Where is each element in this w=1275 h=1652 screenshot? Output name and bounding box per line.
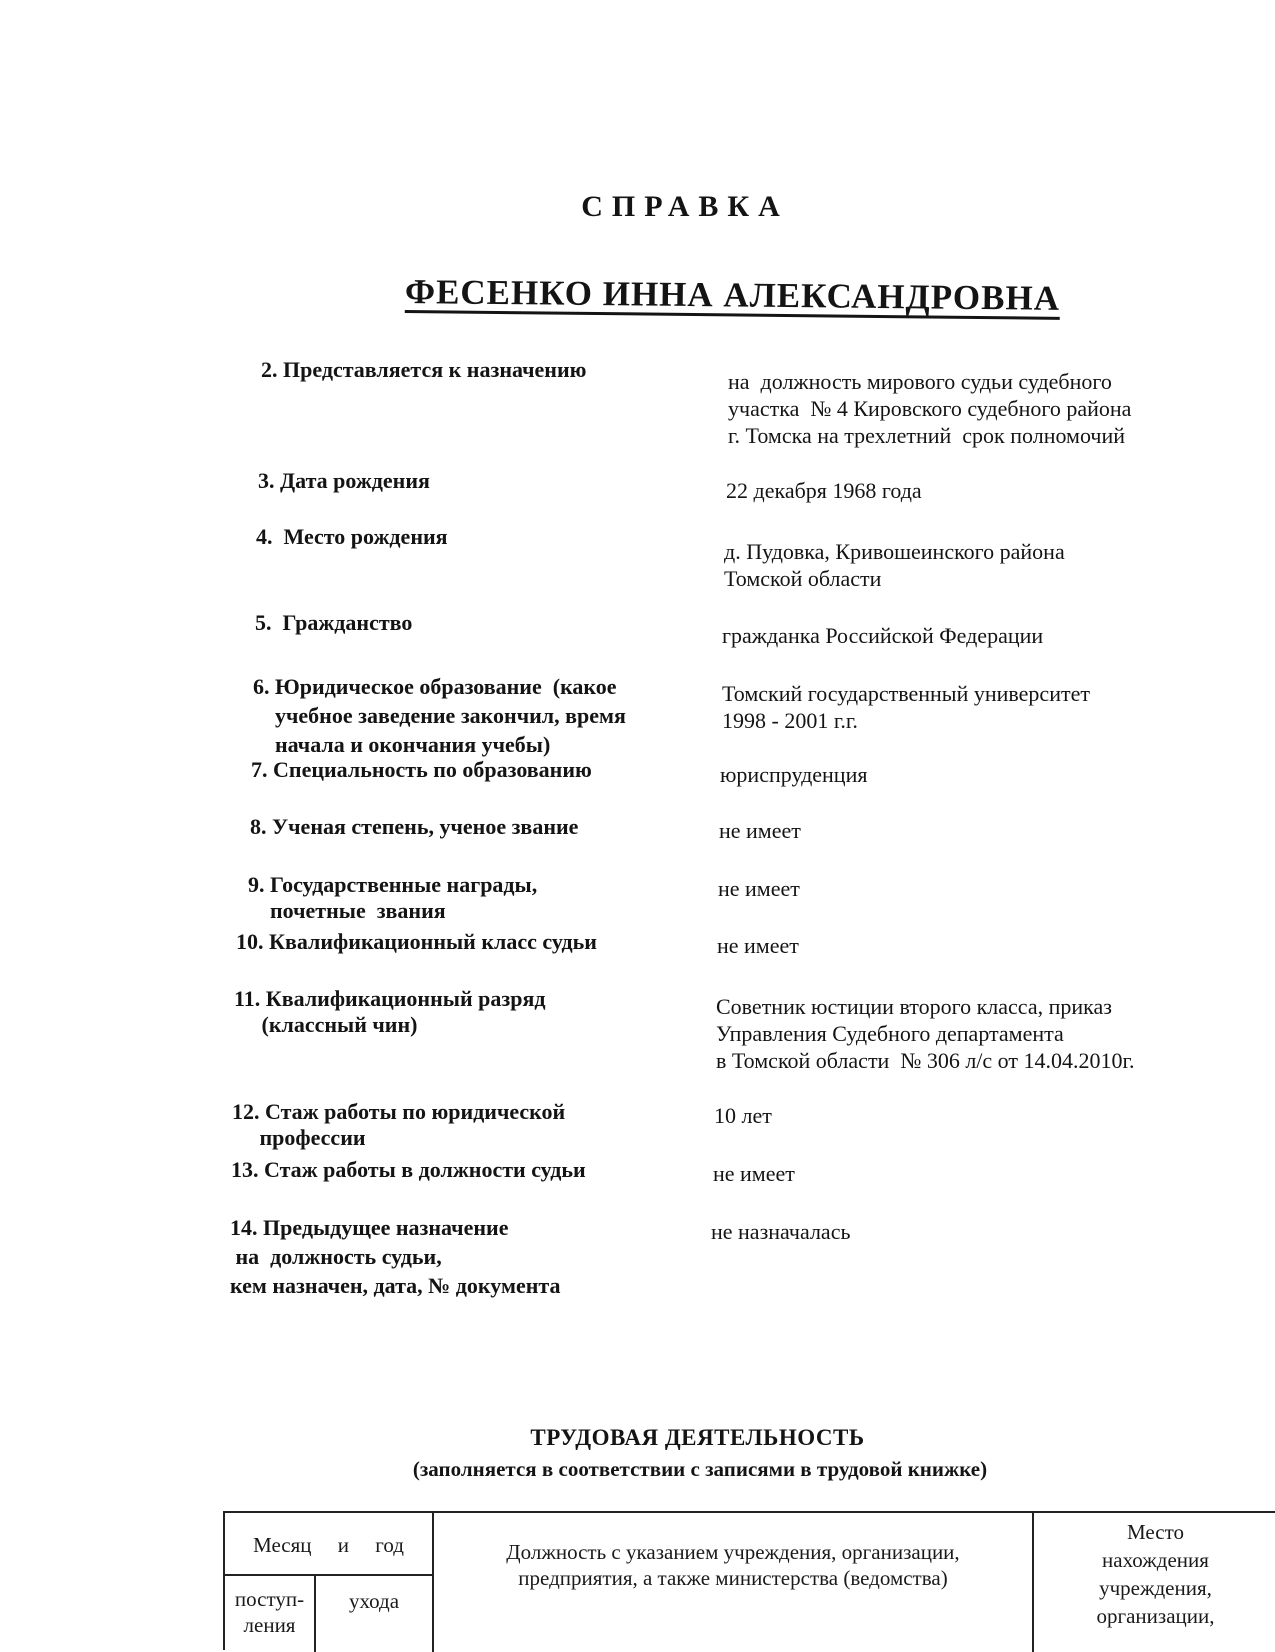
document-title: СПРАВКА xyxy=(581,190,789,223)
work-history-subtitle: (заполняется в соответствии с записями в трудовой книжке) xyxy=(412,1457,988,1481)
field-value-appointment: на должность мирового судьи судебного участка № 4 Кировского судебного района г. Томска на трехлетний срок полномочий xyxy=(728,369,1132,448)
field-value-birth-date: 22 декабря 1968 года xyxy=(726,478,922,503)
field-label-legal-experience: 12. Стаж работы по юридической профессии xyxy=(232,1099,566,1150)
field-label-degree: 8. Ученая степень, ученое звание xyxy=(250,814,579,839)
field-value-awards: не имеет xyxy=(718,876,800,901)
field-label-awards: 9. Государственные награды, почетные звания xyxy=(248,872,538,923)
table-header-location: Место нахождения учреждения, организации, xyxy=(1096,1520,1215,1628)
person-name: ФЕСЕНКО ИННА АЛЕКСАНДРОВНА xyxy=(404,272,1061,318)
field-label-appointment: 2. Представляется к назначению xyxy=(261,357,587,382)
field-value-qualification-rank: Советник юстиции второго класса, приказ Управления Судебного департамента в Томской области № 306 л/с от 14.04.2010г. xyxy=(716,994,1135,1073)
work-history-title: ТРУДОВАЯ ДЕЯТЕЛЬНОСТЬ xyxy=(530,1425,865,1450)
table-header-end: ухода xyxy=(348,1589,400,1613)
field-value-birth-place: д. Пудовка, Кривошеинского района Томской области xyxy=(724,539,1065,591)
table-header-position: Должность с указанием учреждения, организации, предприятия, а также министерства (ведомства) xyxy=(506,1540,960,1590)
field-value-qualification-class: не имеет xyxy=(717,933,799,958)
field-label-birth-place: 4. Место рождения xyxy=(256,524,448,549)
field-value-specialty: юриспруденция xyxy=(720,762,868,787)
field-value-citizenship: гражданка Российской Федерации xyxy=(722,623,1044,648)
field-value-degree: не имеет xyxy=(719,818,801,843)
table-divider xyxy=(225,1574,432,1576)
table-header-start: поступ- ления xyxy=(234,1587,305,1637)
field-label-qualification-class: 10. Квалификационный класс судьи xyxy=(236,929,597,954)
field-label-previous-appointment: 14. Предыдущее назначение на должность судьи, кем назначен, дата, № документа xyxy=(230,1215,561,1298)
field-label-specialty: 7. Специальность по образованию xyxy=(251,757,592,782)
field-label-education: 6. Юридическое образование (какое учебное заведение закончил, время начала и окончания учебы) xyxy=(253,674,626,757)
table-header-month-year: Месяц и год xyxy=(253,1533,404,1557)
field-value-judge-experience: не имеет xyxy=(713,1161,795,1186)
field-label-birth-date: 3. Дата рождения xyxy=(258,468,430,493)
field-value-education: Томский государственный университет 1998 - 2001 г.г. xyxy=(722,681,1090,733)
field-label-judge-experience: 13. Стаж работы в должности судьи xyxy=(231,1157,586,1182)
field-value-legal-experience: 10 лет xyxy=(714,1103,772,1128)
work-history-table xyxy=(223,1511,1275,1650)
field-value-previous-appointment: не назначалась xyxy=(711,1219,851,1244)
field-label-citizenship: 5. Гражданство xyxy=(255,610,413,635)
field-label-qualification-rank: 11. Квалификационный разряд (классный чин) xyxy=(234,986,546,1037)
